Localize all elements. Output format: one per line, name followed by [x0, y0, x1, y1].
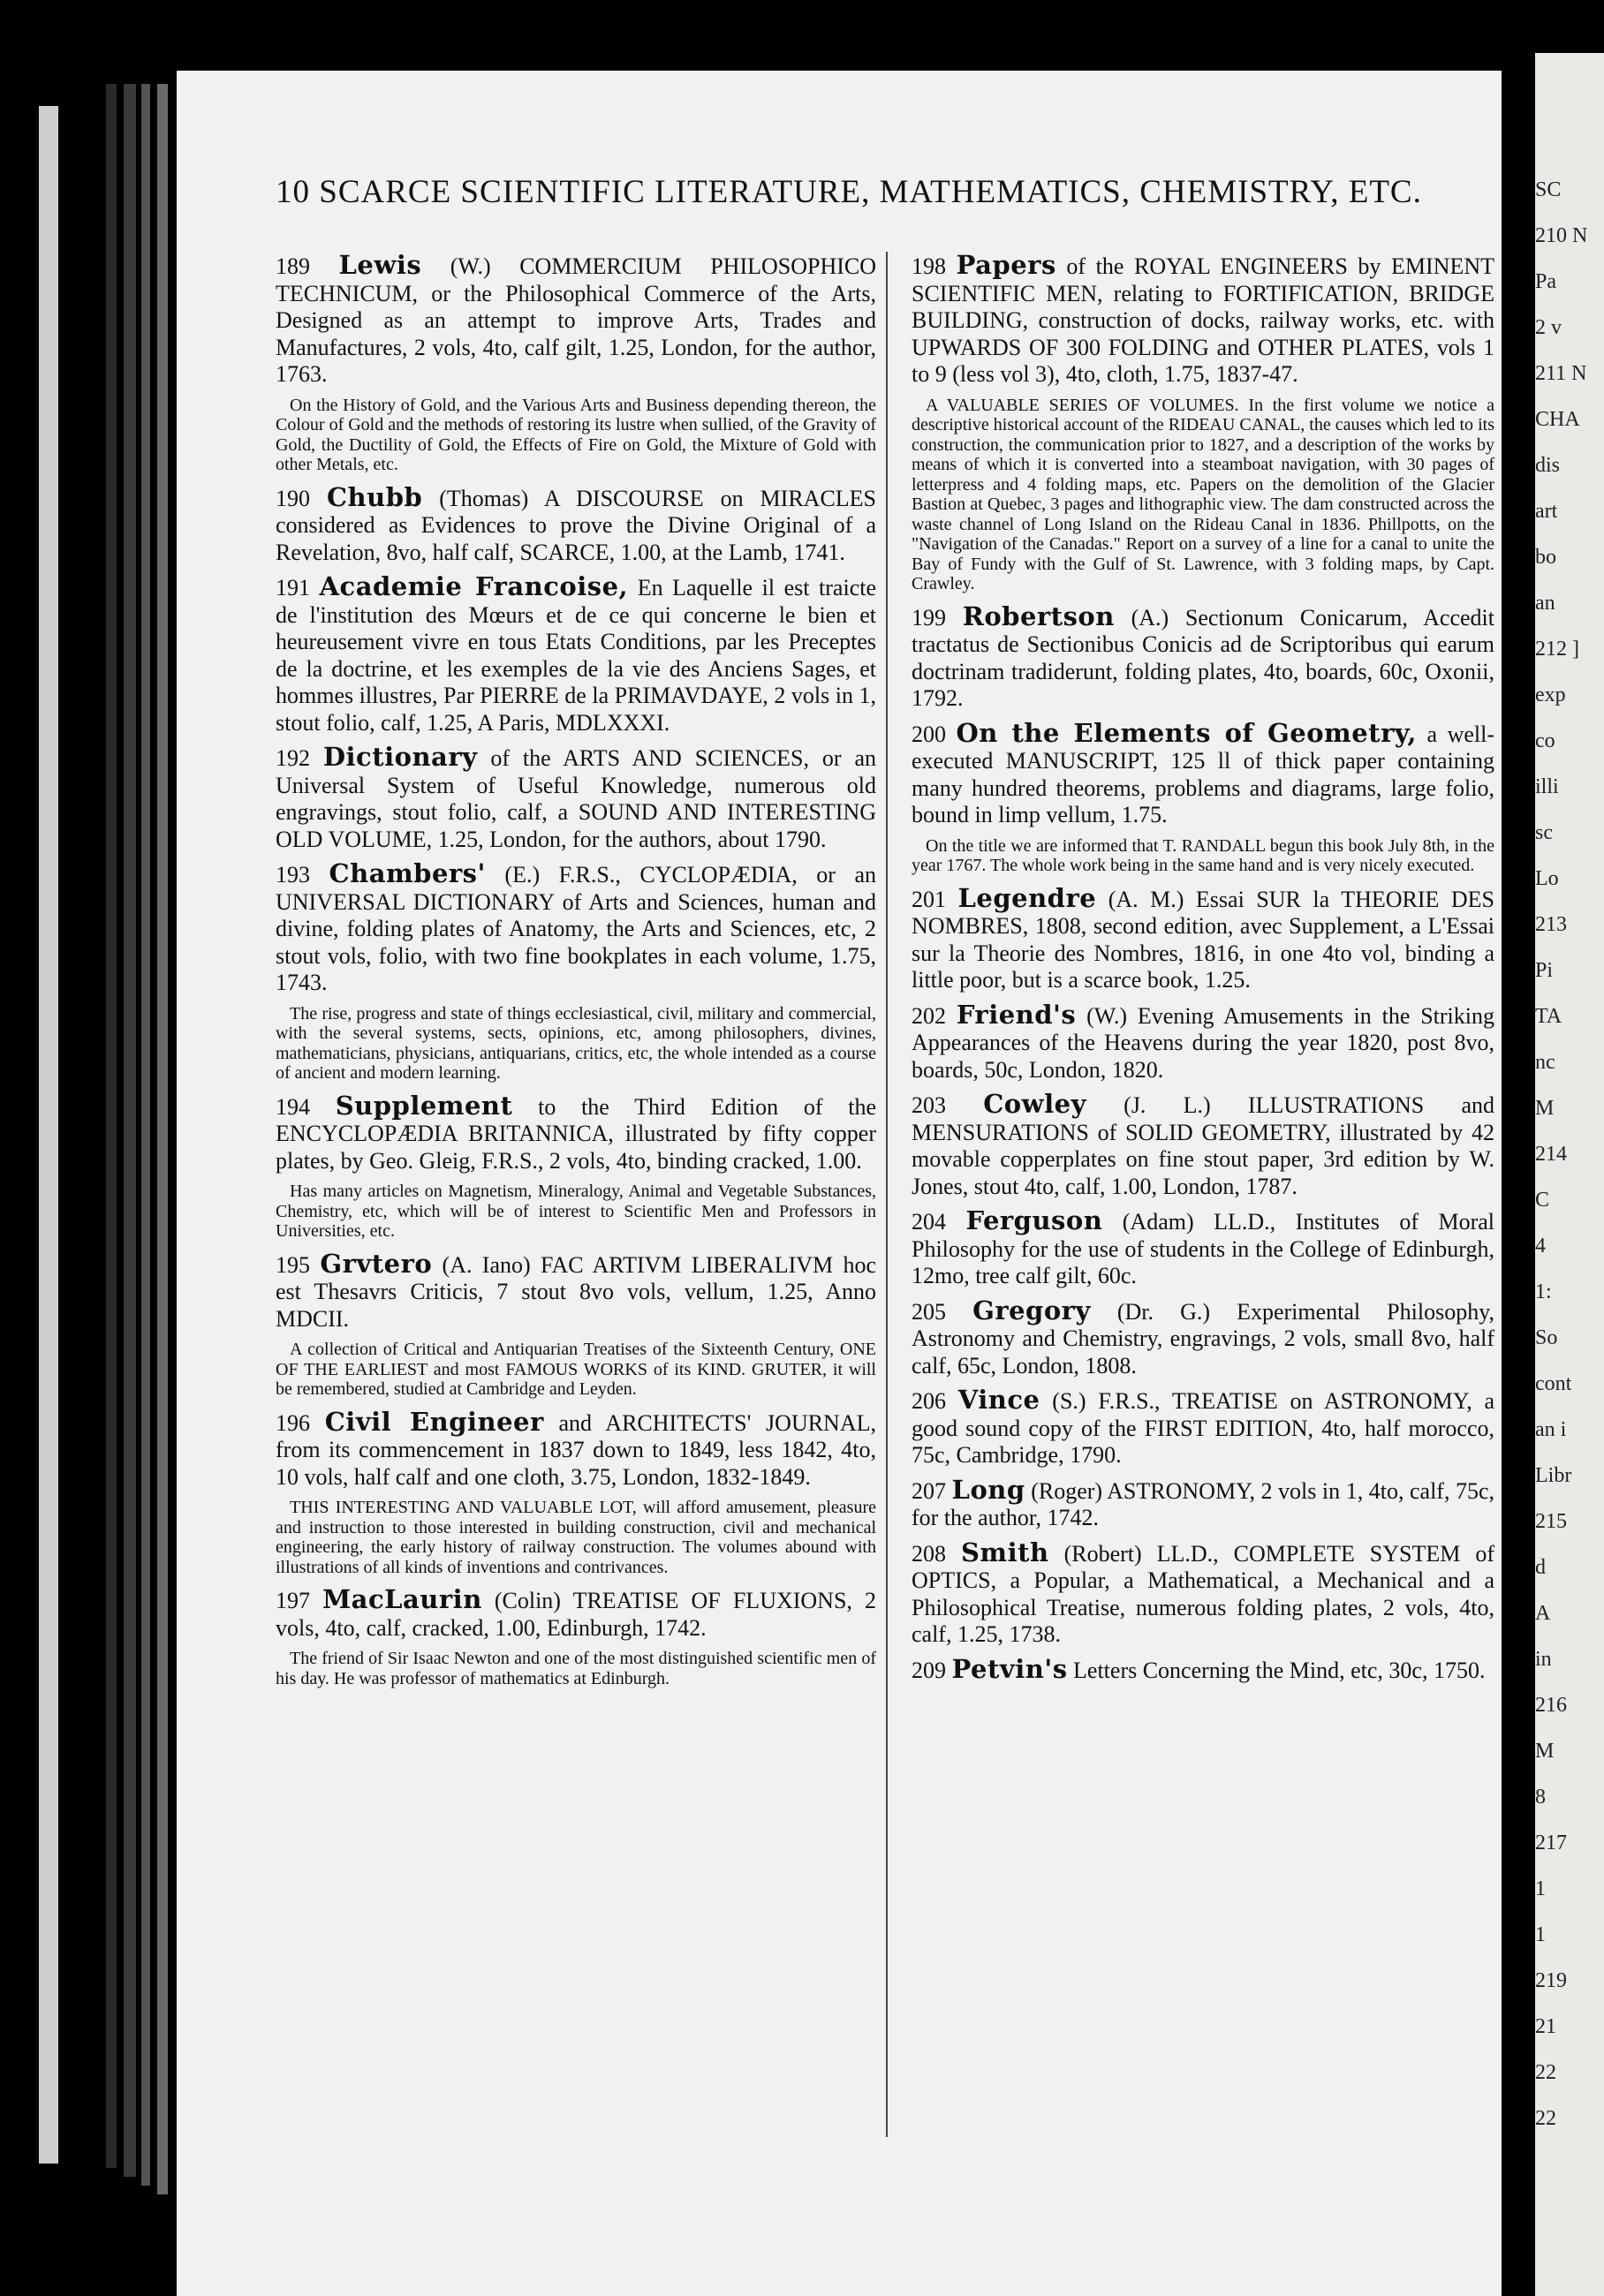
- page-stack-edge: [157, 84, 168, 2194]
- page-stack-edge: [141, 84, 150, 2186]
- entry-number: 204: [912, 1209, 946, 1235]
- column-divider: [886, 252, 888, 2137]
- catalog-entry: [912, 252, 1494, 594]
- entry-body: [276, 573, 876, 736]
- entry-body: [276, 481, 877, 567]
- entry-number: 195: [276, 1251, 310, 1278]
- entry-heading: Cowley: [983, 1089, 1086, 1119]
- facing-page-text-fragment: an i: [1535, 1418, 1567, 1441]
- facing-page-text-fragment: bo: [1535, 546, 1556, 569]
- facing-page-text-fragment: Libr: [1535, 1464, 1572, 1487]
- facing-page-text-fragment: 214: [1535, 1143, 1567, 1166]
- catalog-entry: [912, 1653, 1494, 1685]
- catalog-entry: [912, 1297, 1494, 1380]
- entry-description: (A. M.) Essai SUR la THEORIE DES NOMBRES, 1808, second edition, avec Supplement, a L'Essai sur la Theorie des Nombres, 1816, in one 4to vol, binding a little poor, but is a scarce book, 1.25.: [912, 886, 1495, 993]
- facing-page-text-fragment: 22: [1535, 2061, 1556, 2084]
- entry-description: (Thomas) A DISCOURSE on MIRACLES considered as Evidences to prove the Divine Original of a Revelation, 8vo, half calf, SCARCE, 1.00, at the Lamb, 1741.: [276, 485, 877, 565]
- catalog-entry: [912, 882, 1495, 994]
- entry-note: A VALUABLE SERIES OF VOLUMES. In the first volume we notice a descriptive historical account of the RIDEAU CANAL, the causes which led to its construction, the communication prior to 1827, and a description of the works by means of which it is converted into a steamboat navigation, with 30 pages of letterpress and 4 folding maps, etc. Papers on the demolition of the Glacier Bastion at Quebec, 3 pages and lithographic view. The dam constructed across the waste channel of Long Island on the Rideau Canal in 1836. Phillpotts, on the "Navigation of the Canadas." Report on a survey of a line for a canal to unite the Bay of Fundy with the Gulf of St. Lawrence, with 3 folding maps, by Capt. Crawley.: [912, 395, 1494, 593]
- facing-page-text-fragment: 2 v: [1535, 316, 1562, 339]
- facing-page-text-fragment: CHA: [1535, 408, 1580, 431]
- facing-page-text-fragment: Pa: [1535, 270, 1556, 293]
- facing-page-text-fragment: dis: [1535, 454, 1561, 477]
- facing-page-text-fragment: 210 N: [1535, 224, 1588, 247]
- entry-note: The friend of Sir Isaac Newton and one of the most distinguished scientific men of his day. He was professor of mathematics at Edinburgh.: [276, 1649, 876, 1688]
- entry-body: [912, 1207, 1494, 1290]
- entry-description: Letters Concerning the Mind, etc, 30c, 1750.: [1073, 1657, 1486, 1683]
- catalog-entry: [276, 744, 876, 853]
- entry-body: [912, 882, 1495, 994]
- entry-body: [276, 860, 876, 997]
- entry-body: [912, 1091, 1494, 1200]
- entry-description: (W.) COMMERCIUM PHILOSOPHICO TECHNICUM, or the Philosophical Commerce of the Arts, Designed as an attempt to improve Arts, Trades and Manufactures, 2 vols, 4to, calf gilt, 1.25, London, for the author, 1763.: [276, 253, 877, 387]
- entry-body: [912, 717, 1494, 829]
- entry-body: [912, 252, 1494, 389]
- entry-heading: MacLaurin: [322, 1584, 482, 1614]
- entry-body: [912, 1001, 1494, 1084]
- catalog-entry: [276, 1586, 876, 1688]
- entry-body: [276, 1250, 876, 1333]
- entry-description: (Adam) LL.D., Institutes of Moral Philosophy for the use of students in the College of Edinburgh, 12mo, tree calf gilt, 60c.: [912, 1209, 1494, 1288]
- facing-page-text-fragment: 215: [1535, 1510, 1567, 1533]
- catalog-entry: [912, 1539, 1494, 1649]
- entry-description: (E.) F.R.S., CYCLOPÆDIA, or an UNIVERSAL DICTIONARY of Arts and Sciences, human and divine, folding plates of Anatomy, the Arts and Sciences, etc, 2 stout vols, folio, with two fine bookplates in each volume, 1.75, 1743.: [276, 862, 877, 995]
- entry-number: 197: [276, 1588, 310, 1613]
- entry-number: 192: [276, 745, 310, 771]
- catalog-entry: [912, 1091, 1494, 1200]
- entry-body: [276, 252, 876, 389]
- entry-heading: Ferguson: [965, 1205, 1103, 1235]
- facing-page-text-fragment: So: [1535, 1326, 1558, 1349]
- entry-description: a well-executed MANUSCRIPT, 125 ll of thick paper containing many hundred theorems, problems and diagrams, large folio, bound in limp vellum, 1.75.: [912, 721, 1494, 827]
- entry-description: and ARCHITECTS' JOURNAL, from its commencement in 1837 down to 1849, less 1842, 4to, 10 vols, half calf and one cloth, 3.75, London, 1832-1849.: [276, 1409, 876, 1490]
- entry-number: 191: [276, 575, 310, 600]
- entry-heading: Friend's: [956, 999, 1077, 1030]
- catalog-entry: [912, 1386, 1494, 1469]
- entry-number: 189: [276, 253, 310, 279]
- entry-heading: Long: [951, 1474, 1025, 1505]
- entry-heading: Smith: [960, 1537, 1049, 1567]
- entry-note: Has many articles on Magnetism, Mineralogy, Animal and Vegetable Substances, Chemistry, etc, which will be of interest to Scientific Men and Professors in Universities, etc.: [276, 1182, 876, 1241]
- entry-note: A collection of Critical and Antiquarian Treatises of the Sixteenth Century, ONE OF THE EARLIEST and most FAMOUS WORKS of its KIND. GRUTER, it will be remembered, studied at Cambridge and Leyden.: [276, 1340, 876, 1399]
- entry-body: [912, 1539, 1494, 1649]
- entry-body: [276, 1406, 876, 1492]
- page-stack-edge: [39, 106, 58, 2164]
- catalog-entry: [276, 573, 876, 736]
- entry-number: 205: [912, 1298, 946, 1325]
- entry-number: 206: [912, 1388, 946, 1414]
- entry-heading: On the Elements of Geometry,: [956, 717, 1418, 748]
- facing-page-text-fragment: M: [1535, 1740, 1555, 1763]
- entry-heading: Supplement: [335, 1090, 513, 1121]
- entry-heading: Gregory: [972, 1295, 1091, 1325]
- entry-description: to the Third Edition of the ENCYCLOPÆDIA BRITANNICA, illustrated by fifty copper plates, by Geo. Gleig, F.R.S., 2 vols, 4to, binding cracked, 1.00.: [276, 1093, 877, 1174]
- entry-body: [912, 600, 1495, 713]
- facing-page-text-fragment: SC: [1535, 178, 1562, 201]
- facing-page-text-fragment: 1: [1535, 1923, 1546, 1946]
- facing-page-text-fragment: C: [1535, 1189, 1550, 1212]
- catalog-entry: [276, 1250, 876, 1400]
- facing-page-text-fragment: in: [1535, 1648, 1552, 1671]
- facing-page-text-fragment: 1: [1535, 1877, 1546, 1900]
- entry-note: The rise, progress and state of things ecclesiastical, civil, military and commercial, with the several systems, sects, opinions, etc, among philosophers, divines, mathematicians, physicians, antiquarians, critics, etc, the whole intended as a course of ancient and modern learning.: [276, 1003, 876, 1083]
- catalog-entry: [276, 1406, 876, 1578]
- entry-note: THIS INTERESTING AND VALUABLE LOT, will afford amusement, pleasure and instruction to those interested in building construction, civil and mechanical engineering, the early history of railway construction. The volumes abound with illustrations of all kinds of inventions and contrivances.: [276, 1498, 876, 1577]
- entry-description: (A.) Sectionum Conicarum, Accedit tractatus de Sectionibus Conicis ad de Scriptoribus qui earum doctrinam tradiderunt, folding plates, 4to, boards, 60c, Oxonii, 1792.: [912, 604, 1495, 711]
- facing-page-text-fragment: M: [1535, 1097, 1555, 1120]
- entry-number: 198: [912, 253, 946, 279]
- catalog-entry: [912, 1207, 1494, 1290]
- entry-description: En Laquelle il est traicte de l'institution des Mœurs et de ce qui concerne le bien et heureusement vivre en tous Etats Conditions, par les Preceptes de la doctrine, et les exemples de la vie des Anciens Sages, et hommes illustres, Par PIERRE de la PRIMAVDAYE, 2 vols in 1, stout folio, calf, 1.25, A Paris, MDLXXXI.: [276, 575, 876, 736]
- entry-body: [276, 1586, 876, 1642]
- entry-body: [912, 1653, 1494, 1685]
- facing-page-text-fragment: illi: [1535, 775, 1559, 798]
- entry-description: (Colin) TREATISE OF FLUXIONS, 2 vols, 4to, calf, cracked, 1.00, Edinburgh, 1742.: [276, 1588, 876, 1641]
- entry-description: (Dr. G.) Experimental Philosophy, Astronomy and Chemistry, engravings, 2 vols, small 8vo, half calf, 65c, London, 1808.: [912, 1298, 1495, 1378]
- facing-page-text-fragment: 217: [1535, 1832, 1567, 1854]
- entry-body: [276, 744, 876, 853]
- page-stack-edge: [106, 84, 117, 2168]
- catalog-entry: [912, 1001, 1494, 1084]
- facing-page-text-fragment: exp: [1535, 684, 1566, 706]
- entry-description: (Roger) ASTRONOMY, 2 vols in 1, 4to, calf, 75c, for the author, 1742.: [912, 1477, 1495, 1530]
- catalog-entry: [276, 481, 877, 567]
- entry-body: [276, 1092, 876, 1175]
- facing-page-text-fragment: 211 N: [1535, 362, 1587, 385]
- facing-page-text-fragment: sc: [1535, 821, 1553, 844]
- entry-number: 201: [912, 886, 946, 912]
- catalog-entry: [276, 1092, 876, 1242]
- entry-description: (A. Iano) FAC ARTIVM LIBERALIVM hoc est Thesavrs Criticis, 7 stout 8vo vols, vellum, 1.25, Anno MDCII.: [276, 1251, 877, 1332]
- entry-number: 202: [912, 1002, 946, 1029]
- entry-number: 199: [912, 604, 946, 631]
- facing-page-text-fragment: A: [1535, 1602, 1551, 1625]
- facing-page-text-fragment: Pi: [1535, 959, 1554, 982]
- facing-page-text-fragment: 219: [1535, 1969, 1567, 1992]
- entry-heading: Petvin's: [951, 1653, 1068, 1684]
- entry-heading: Civil Engineer: [324, 1406, 544, 1437]
- facing-page-text-fragment: 21: [1535, 2015, 1556, 2038]
- facing-page-text-fragment: art: [1535, 500, 1558, 523]
- entry-heading: Robertson: [962, 600, 1115, 631]
- facing-page-text-fragment: 212 ]: [1535, 638, 1579, 661]
- facing-page-text-fragment: an: [1535, 592, 1555, 615]
- facing-page-text-fragment: 22: [1535, 2107, 1556, 2130]
- right-column: [912, 252, 1494, 1691]
- entry-heading: Academie Francoise,: [319, 571, 629, 601]
- entry-description: (Robert) LL.D., COMPLETE SYSTEM of OPTICS, a Popular, a Mathematical, a Mechanical and a Philosophical Treatise, numerous folding plates, 2 vols, 4to, calf, 1.25, 1738.: [912, 1540, 1494, 1647]
- entry-number: 208: [912, 1540, 946, 1567]
- facing-page-text-fragment: 1:: [1535, 1280, 1552, 1303]
- entry-number: 194: [276, 1093, 310, 1120]
- entry-note: On the History of Gold, and the Various Arts and Business depending thereon, the Colour of Gold and the methods of restoring its lustre when sullied, of the Gravity of Gold, the Ductility of Gold, the Effects of Fire on Gold, the Mixture of Gold with other Metals, etc.: [276, 395, 876, 474]
- facing-page-text-fragment: TA: [1535, 1005, 1562, 1028]
- entry-heading: Legendre: [957, 882, 1097, 913]
- facing-page-fragment: [1535, 53, 1604, 2296]
- facing-page-text-fragment: 213: [1535, 913, 1567, 936]
- entry-description: (J. L.) ILLUSTRATIONS and MENSURATIONS of SOLID GEOMETRY, illustrated by 42 movable copperplates on fine stout paper, 3rd edition by W. Jones, stout 4to, calf, 1.00, London, 1787.: [912, 1092, 1494, 1199]
- entry-body: [912, 1297, 1494, 1380]
- entry-number: 200: [912, 721, 946, 747]
- catalog-entry: [276, 252, 876, 475]
- running-head: 10 SCARCE SCIENTIFIC LITERATURE, MATHEMATICS, CHEMISTRY, ETC.: [276, 174, 1422, 210]
- facing-page-text-fragment: 216: [1535, 1694, 1567, 1717]
- facing-page-text-fragment: nc: [1535, 1051, 1555, 1074]
- entry-number: 207: [912, 1477, 946, 1504]
- entry-body: [912, 1386, 1494, 1469]
- entry-heading: Grvtero: [320, 1248, 433, 1279]
- entry-description: of the ROYAL ENGINEERS by EMINENT SCIENTIFIC MEN, relating to FORTIFICATION, BRIDGE BUILDING, construction of docks, railway works, etc. with UPWARDS OF 300 FOLDING and OTHER PLATES, vols 1 to 9 (less vol 3), 4to, cloth, 1.75, 1837-47.: [912, 253, 1495, 387]
- catalog-entry: [912, 600, 1495, 713]
- facing-page-text-fragment: 8: [1535, 1786, 1546, 1809]
- entry-description: of the ARTS AND SCIENCES, or an Universal System of Useful Knowledge, numerous old engravings, stout folio, calf, a SOUND AND INTERESTING OLD VOLUME, 1.25, London, for the authors, about 1790.: [276, 745, 876, 852]
- catalog-entry: [276, 860, 876, 1084]
- facing-page-text-fragment: 4: [1535, 1235, 1546, 1258]
- catalog-entry: [912, 717, 1494, 876]
- facing-page-text-fragment: Lo: [1535, 867, 1559, 890]
- facing-page-text-fragment: co: [1535, 729, 1555, 752]
- entry-number: 203: [912, 1092, 946, 1118]
- entry-number: 209: [912, 1657, 946, 1683]
- entry-heading: Dictionary: [322, 742, 478, 772]
- entry-note: On the title we are informed that T. RANDALL begun this book July 8th, in the year 1767. The whole work being in the same hand and is very nicely executed.: [912, 835, 1494, 875]
- facing-page-text-fragment: cont: [1535, 1372, 1572, 1395]
- entry-heading: Papers: [956, 250, 1056, 280]
- entry-heading: Vince: [957, 1385, 1040, 1415]
- entry-heading: Chubb: [326, 481, 423, 512]
- entry-heading: Lewis: [338, 250, 422, 280]
- entry-number: 190: [276, 485, 310, 511]
- facing-page-text-fragment: d: [1535, 1556, 1546, 1579]
- entry-number: 196: [276, 1409, 310, 1436]
- entry-description: (S.) F.R.S., TREATISE on ASTRONOMY, a good sound copy of the FIRST EDITION, 4to, half morocco, 75c, Cambridge, 1790.: [912, 1388, 1495, 1468]
- catalog-entry: [912, 1474, 1495, 1532]
- left-column: [276, 252, 876, 1697]
- entry-heading: Chambers': [329, 858, 486, 888]
- entry-description: (W.) Evening Amusements in the Striking Appearances of the Heavens during the year 1820, post 8vo, boards, 50c, London, 1820.: [912, 1002, 1494, 1083]
- entry-number: 193: [276, 862, 310, 887]
- entry-body: [912, 1474, 1495, 1532]
- page-stack-edge: [124, 84, 136, 2177]
